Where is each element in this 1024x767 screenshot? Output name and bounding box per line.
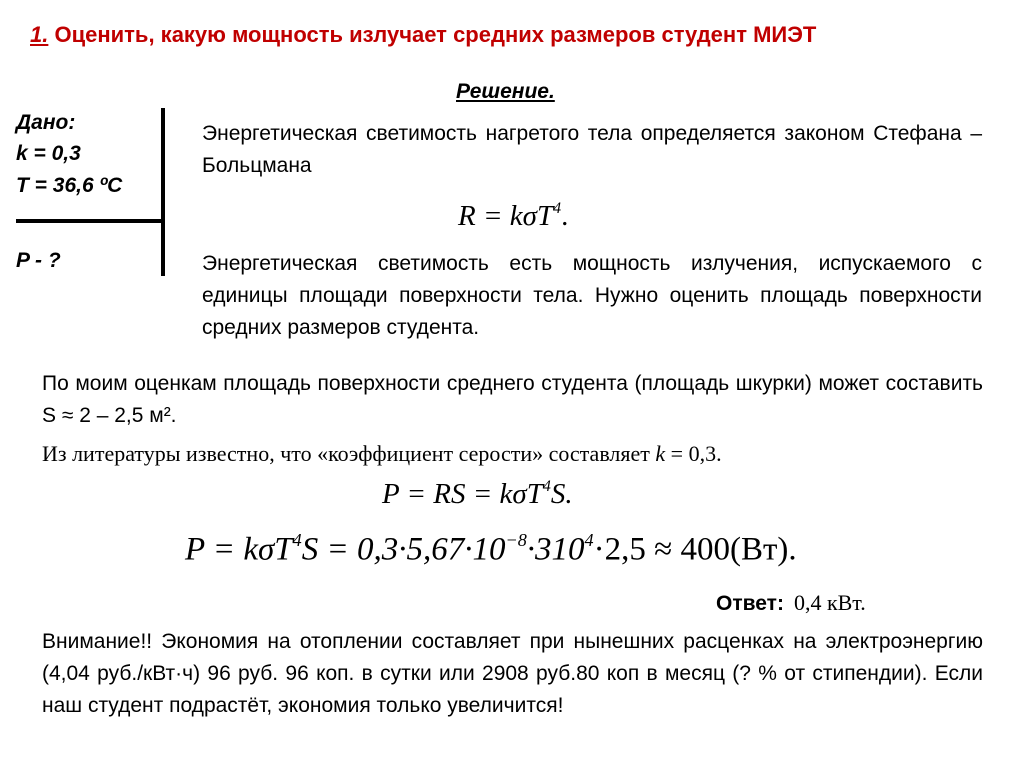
answer: [716, 590, 866, 616]
problem-title: [30, 22, 816, 48]
paragraph-attention-note: Внимание!! Экономия на отоплении составляет при нынешних расценках на электроэнергию (4,04 руб./кВт·ч) 96 руб. 96 коп. в сутки или 2908 руб.80 коп в месяц (? % от стипендии). Если наш студент подрастёт, экономия только увеличится!: [42, 630, 983, 717]
formula-luminosity: [458, 200, 568, 233]
paragraph-surface-estimate: По моим оценкам площадь поверхности среднего студента (площадь шкурки) может составить S ≈ 2 – 2,5 м².: [42, 372, 983, 427]
given-heading: Дано:: [16, 111, 76, 134]
formula-power: [382, 478, 573, 511]
formula-calc-mid2: ·310: [526, 531, 585, 568]
greyness-text-prefix: Из литературы известно, что «коэффициент серости» составляет: [42, 441, 656, 466]
formula-calculation: [185, 530, 797, 569]
given-k: k = 0,3: [16, 142, 81, 165]
formula-power-exponent: 4: [542, 478, 551, 496]
formula-calc-exp3: 4: [584, 530, 594, 550]
paragraph-greyness-coefficient: [42, 438, 983, 470]
formula-power-end: S.: [550, 478, 573, 510]
formula-luminosity-main: R = kσT: [458, 200, 554, 232]
formula-calc-exp1: 4: [292, 530, 302, 550]
formula-calc-mid: S = 0,3·5,67·10: [301, 531, 506, 568]
answer-label: Ответ:: [716, 592, 784, 615]
formula-calc-main: P = kσT: [185, 531, 293, 568]
problem-title-text: Оценить, какую мощность излучает средних размеров студент МИЭТ: [48, 22, 817, 47]
greyness-variable: k: [655, 441, 666, 466]
paragraph-luminosity-definition: Энергетическая светимость есть мощность излучения, испускаемого с единицы площади поверхности тела. Нужно оценить площадь поверхности средних размеров студента.: [202, 252, 982, 339]
given-temperature: T = 36,6 ºC: [16, 174, 123, 197]
find-power: P - ?: [16, 249, 61, 272]
problem-number: 1.: [30, 22, 49, 47]
answer-value: 0,4 кВт.: [793, 590, 866, 615]
given-divider-vertical: [161, 108, 165, 276]
formula-calc-end: ·2,5 ≈ 400(Вт).: [593, 531, 797, 568]
formula-luminosity-exponent: 4: [553, 200, 562, 218]
given-divider-horizontal: [16, 219, 163, 223]
paragraph-stefan-boltzmann: Энергетическая светимость нагретого тела определяется законом Стефана – Больцмана: [202, 122, 982, 177]
formula-power-main: P = RS = kσT: [382, 478, 543, 510]
formula-calc-exp2: −8: [505, 530, 527, 550]
formula-luminosity-end: .: [561, 200, 569, 232]
solution-heading: Решение.: [456, 80, 555, 103]
greyness-text-suffix: = 0,3.: [665, 441, 722, 466]
